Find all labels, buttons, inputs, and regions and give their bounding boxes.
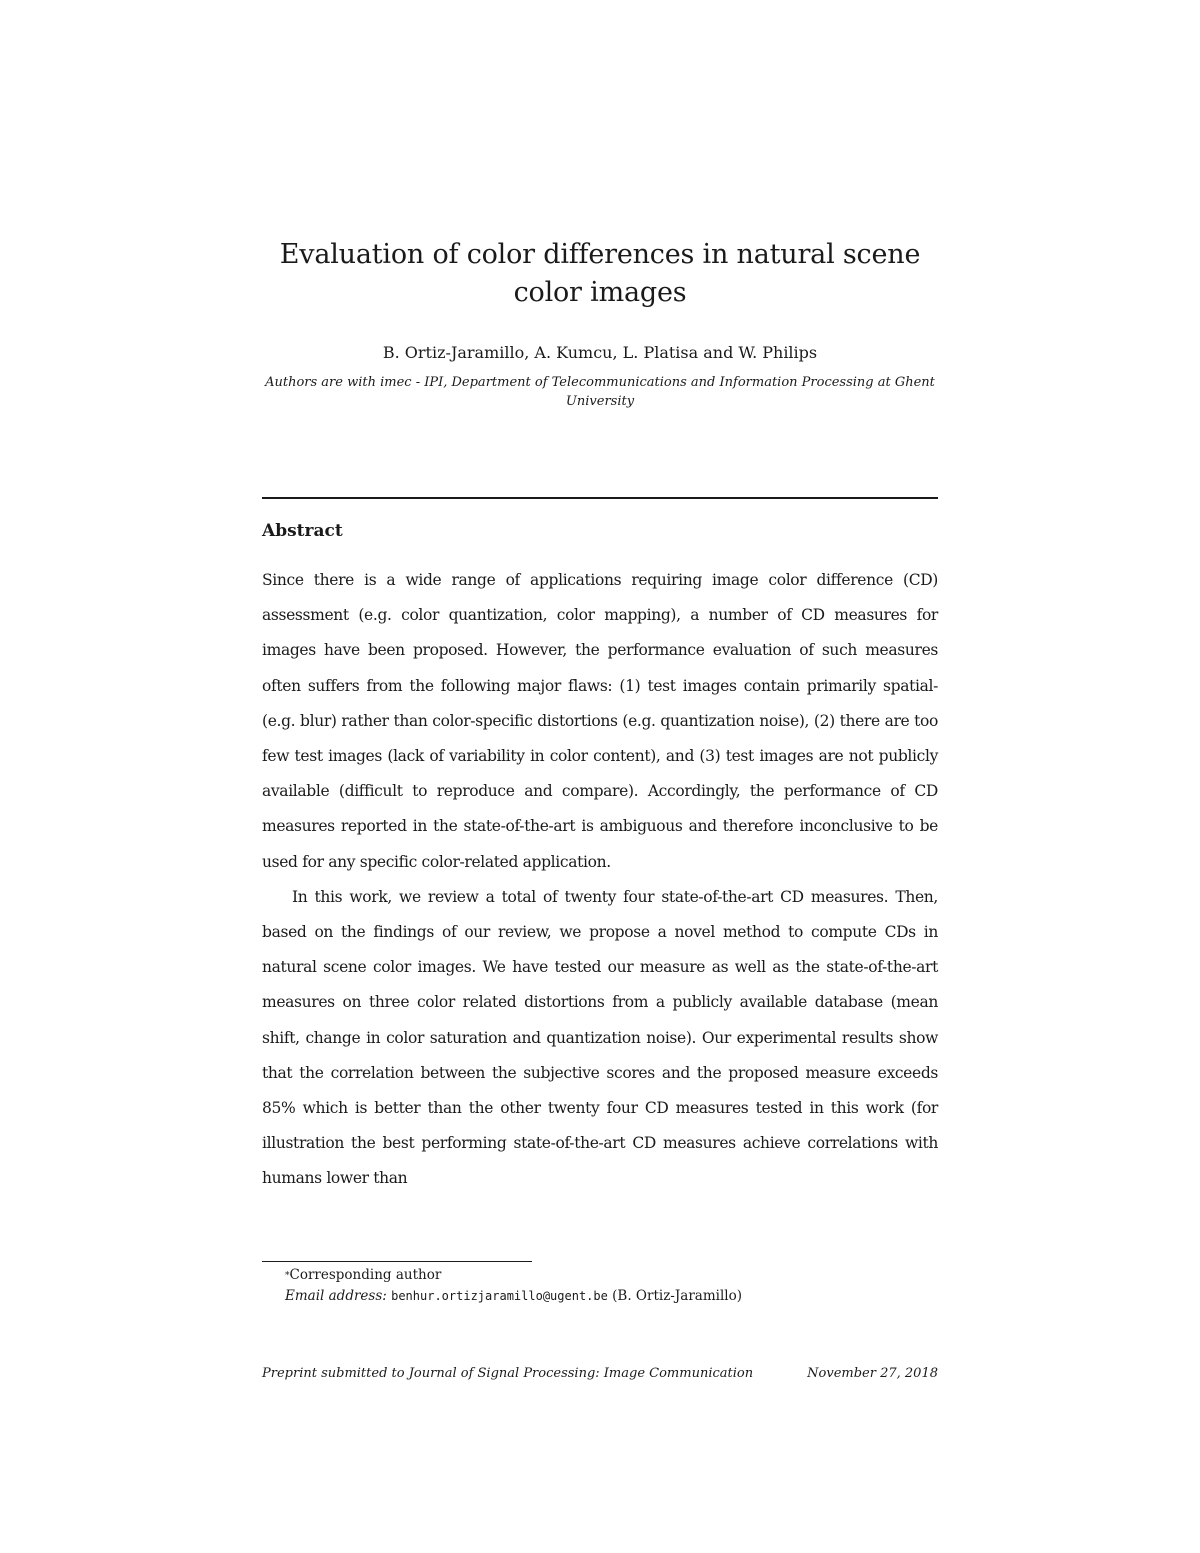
footer-date: November 27, 2018: [807, 1366, 938, 1381]
abstract-body: [262, 563, 938, 1197]
page-footer: [262, 1364, 938, 1384]
footnote-text: Corresponding author: [289, 1267, 442, 1283]
footnote-email-line: [285, 1286, 938, 1307]
footnote-marker: *: [285, 1271, 290, 1281]
email-label: Email address:: [285, 1288, 387, 1304]
footnote: [285, 1265, 938, 1307]
footer-submitted-to: Preprint submitted to Journal of Signal Processing: Image Communication: [262, 1366, 754, 1381]
abstract-top-rule: [262, 497, 938, 499]
email-owner: (B. Ortiz-Jaramillo): [612, 1288, 742, 1304]
author-affiliation: Authors are with imec - IPI, Department of Telecommunications and Information Processing at Ghent University: [265, 375, 935, 409]
abstract-paragraph-2: In this work, we review a total of twenty four state-of-the-art CD measures. Then, based on the findings of our review, we propose a novel method to compute CDs in natural scene color images. We have tested our measure as well as the state-of-the-art measures on three color related distortions from a publicly available database (mean shift, change in color saturation and quantization noise). Our experimental results show that the correlation between the subjective scores and the proposed measure exceeds 85% which is better than the other twenty four CD measures tested in this work (for illustration the best performing state-of-the-art CD measures achieve correlations with humans lower than: [262, 887, 938, 1188]
abstract-paragraph-1: Since there is a wide range of applications requiring image color difference (CD) assessment (e.g. color quantization, color mapping), a number of CD measures for images have been proposed. However, the performance evaluation of such measures often suffers from the following major flaws: (1) test images contain primarily spatial- (e.g. blur) rather than color-specific distortions (e.g. quantization noise), (2) there are too few test images (lack of variability in color content), and (3) test images are not publicly available (difficult to reproduce and compare). Accordingly, the performance of CD measures reported in the state-of-the-art is ambiguous and therefore inconclusive to be used for any specific color-related application.: [262, 571, 938, 871]
author-list: B. Ortiz-Jaramillo, A. Kumcu, L. Platisa and W. Philips: [382, 343, 818, 362]
abstract-heading: Abstract: [262, 521, 343, 541]
email-address-link[interactable]: benhur.ortizjaramillo@ugent.be: [391, 1289, 608, 1303]
footnote-rule: [262, 1261, 532, 1262]
paper-title: Evaluation of color differences in natural scene color images: [279, 239, 921, 308]
footnote-corresponding-author: [285, 1265, 938, 1286]
